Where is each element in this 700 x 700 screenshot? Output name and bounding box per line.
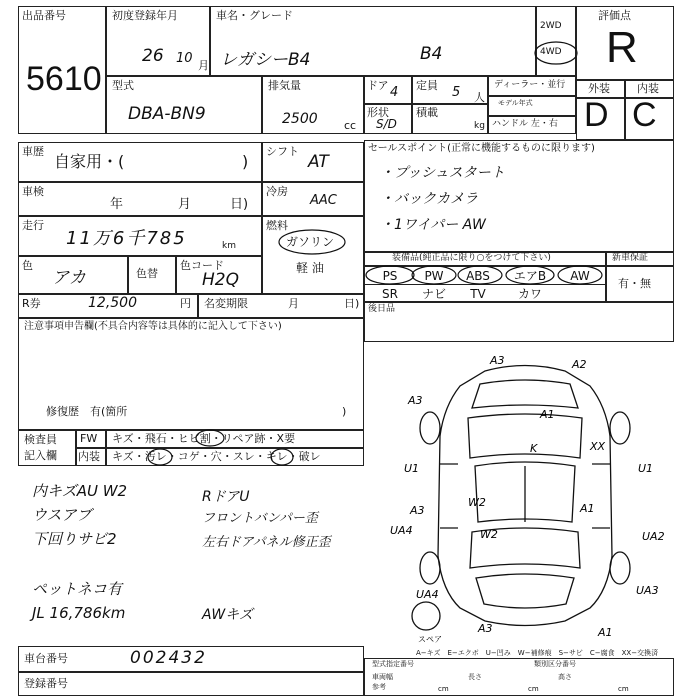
interior-grade: C	[632, 96, 657, 134]
equipment-item: エアB	[513, 269, 547, 283]
damage-mark: UA4	[416, 588, 439, 601]
shift-label: シフト	[266, 145, 299, 158]
sales-point-item: ・プッシュスタート	[380, 165, 505, 181]
length-label: 長さ	[468, 673, 482, 681]
designation-label: 型式指定番号	[372, 660, 414, 668]
inspector-circle-marks	[106, 428, 366, 468]
drive-4wd: 4WD	[540, 47, 562, 57]
sales-point-item: ・1ワイパー AW	[380, 217, 486, 233]
car-body-outline	[438, 366, 612, 626]
note-right-line: フロントバンパー歪	[202, 511, 318, 526]
equipment-item: PS	[382, 269, 398, 283]
displacement-value: 2500	[282, 111, 318, 127]
load-unit: kg	[474, 121, 485, 131]
door-value: 4	[390, 85, 399, 100]
car-name-label: 車名・グレード	[216, 9, 293, 22]
width-label: 車両幅	[372, 673, 393, 681]
registration-month: 10	[176, 51, 193, 66]
auction-sheet	[18, 6, 674, 696]
sales-point-label: セールスポイント(正常に機能するものに限ります)	[368, 143, 595, 154]
inspection-day-unit: 日)	[230, 197, 249, 212]
exterior-label: 外装	[588, 82, 610, 95]
damage-mark: A3	[410, 504, 425, 517]
model-label: 型式	[112, 79, 134, 92]
note-left-line: ペットネコ有	[32, 580, 122, 598]
equipment-item: SR	[382, 287, 398, 301]
equipment-circle-marks	[364, 264, 608, 304]
category-value: 自家用・(	[54, 152, 125, 171]
inspector-label: 検査員	[24, 433, 57, 446]
mileage-unit: km	[222, 241, 236, 251]
fw-label: FW	[80, 432, 98, 445]
category-close: )	[242, 152, 249, 171]
interior-label: 内装	[637, 82, 659, 95]
reference-label: 参考	[372, 683, 386, 691]
spare-label: スペア	[418, 635, 442, 644]
damage-mark: U1	[638, 462, 654, 475]
capacity-value: 5	[452, 85, 461, 100]
note-right-line: AWキズ	[202, 607, 253, 623]
recycle-value: 12,500	[88, 295, 137, 311]
classification-label: 類別区分番号	[534, 660, 576, 668]
inspection-year-unit: 年	[110, 197, 124, 212]
damage-mark: W2	[468, 496, 486, 509]
damage-mark: A1	[598, 626, 613, 639]
damage-mark: A2	[572, 358, 587, 371]
name-limit-close: 日)	[344, 297, 360, 310]
registration-box	[18, 672, 364, 696]
lot-number-value: 5610	[26, 60, 102, 98]
dealer-label: ディーラー・並行	[494, 80, 566, 90]
displacement-unit: cc	[344, 119, 357, 132]
mileage-label: 走行	[22, 219, 44, 232]
registration-month-unit: 月	[198, 59, 209, 72]
handwritten-notes-left	[32, 484, 202, 630]
inspection-label: 車検	[22, 185, 44, 198]
color-replace-label: 色替	[136, 267, 158, 280]
first-registration-label: 初度登録年月	[112, 9, 178, 22]
ac-value: AAC	[310, 193, 337, 208]
load-label: 積載	[416, 106, 438, 119]
color-code-label: 色コード	[180, 259, 224, 272]
grade-value: B4	[420, 44, 443, 64]
repair-label: 修復歴 有(箇所	[46, 405, 128, 418]
damage-mark: A1	[540, 408, 555, 421]
damage-mark: A3	[490, 354, 505, 367]
cm-unit: cm	[438, 685, 449, 693]
note-left-line: 内キズAU W2	[32, 482, 128, 500]
aftermarket-box	[364, 302, 674, 342]
cm-unit: cm	[618, 685, 629, 693]
drive-2wd: 2WD	[540, 21, 562, 31]
damage-mark: UA4	[390, 524, 413, 537]
damage-mark: UA3	[636, 584, 659, 597]
declaration-label: 注意事項申告欄(不具合内容等は具体的に記入して下さい)	[24, 321, 282, 332]
damage-marks	[390, 354, 665, 639]
damage-mark: XX	[590, 440, 606, 453]
displacement-label: 排気量	[268, 79, 301, 92]
registration-label: 登録番号	[24, 677, 68, 690]
category-label: 車歴	[22, 145, 44, 158]
registration-year: 26	[142, 46, 164, 66]
new-car-value: 有・無	[618, 277, 651, 290]
sales-point-item: ・バックカメラ	[380, 191, 478, 207]
note-right-line: 左右ドアパネル修正歪	[202, 535, 331, 550]
note-left-line: JL 16,786km	[32, 604, 126, 622]
inspection-box	[18, 182, 262, 216]
fuel-value: ガソリン	[286, 235, 335, 249]
color-value: アカ	[52, 268, 86, 288]
equipment-item: PW	[424, 269, 444, 283]
legend-line-1: A−キズ E−エクボ U−凹み W−補修痕 S−サビ C−腐食 XX−交換済	[416, 649, 659, 657]
shape-value: S/D	[376, 117, 397, 131]
color-label: 色	[22, 259, 33, 272]
chassis-label: 車台番号	[24, 652, 68, 665]
model-year-label: モデル年式	[498, 99, 533, 107]
lot-number-label: 出品番号	[22, 9, 66, 22]
capacity-unit: 人	[474, 91, 485, 104]
capacity-label: 定員	[416, 79, 438, 92]
repair-close: )	[342, 405, 347, 418]
inspector-entry-label: 記入欄	[24, 449, 57, 462]
evaluation-score: R	[606, 23, 638, 72]
damage-mark: UA2	[642, 530, 665, 543]
fuel-circle	[276, 228, 348, 256]
cm-unit: cm	[528, 685, 539, 693]
interior-inspect-label: 内装	[78, 450, 100, 463]
note-right-line	[202, 560, 382, 608]
car-damage-diagram	[380, 346, 670, 646]
model-value: DBA-BN9	[128, 104, 206, 124]
ac-label: 冷房	[266, 185, 288, 198]
damage-mark: A3	[408, 394, 423, 407]
name-limit-month: 月	[288, 297, 299, 310]
note-left-line: 下回りサビ2	[32, 530, 117, 548]
aftermarket-label: 後日品	[368, 304, 396, 314]
equipment-item: ABS	[466, 269, 490, 283]
equipment-item: TV	[470, 287, 486, 301]
equipment-item: カワ	[517, 287, 542, 301]
drive-4wd-circle	[532, 40, 580, 66]
car-name-value: レガシーB4	[220, 50, 311, 70]
handwritten-notes-right	[202, 490, 382, 630]
exterior-grade: D	[584, 96, 609, 134]
shift-value: AT	[308, 152, 329, 172]
damage-mark: A1	[580, 502, 595, 515]
damage-mark: W2	[480, 528, 498, 541]
damage-mark: U1	[404, 462, 420, 475]
recycle-label: R券	[22, 297, 41, 310]
equipment-label: 装備品(純正品に限り○をつけて下さい)	[392, 253, 551, 263]
new-car-label: 新車保証	[612, 253, 649, 263]
recycle-unit: 円	[180, 297, 191, 310]
name-limit-label: 名変期限	[204, 297, 248, 310]
shape-label: 形状	[367, 106, 389, 119]
interior-items: キズ・汚レ・コゲ・穴・スレ・キレ・破レ	[112, 450, 321, 463]
note-right-line: RドアU	[202, 489, 250, 505]
fuel-label: 燃料	[266, 219, 288, 232]
height-label: 高さ	[558, 673, 572, 681]
handle-label: ハンドル 左・右	[492, 119, 558, 129]
damage-mark: K	[530, 442, 538, 455]
damage-mark: A3	[478, 622, 493, 635]
note-left-line: ウスアブ	[32, 506, 92, 524]
fw-items: キズ・飛石・ヒビ割・リペア跡・X要	[112, 432, 296, 445]
inspection-month-unit: 月	[178, 197, 192, 212]
evaluation-label: 評価点	[598, 9, 631, 22]
equipment-item: AW	[570, 269, 590, 283]
door-label: ドア	[367, 79, 389, 92]
mileage-value: 11万6千785	[66, 228, 187, 249]
chassis-value: 002432	[130, 648, 207, 668]
fuel-diesel-option: 軽 油	[296, 261, 324, 275]
color-code-value: H2Q	[202, 270, 239, 290]
equipment-item: ナビ	[421, 287, 446, 301]
